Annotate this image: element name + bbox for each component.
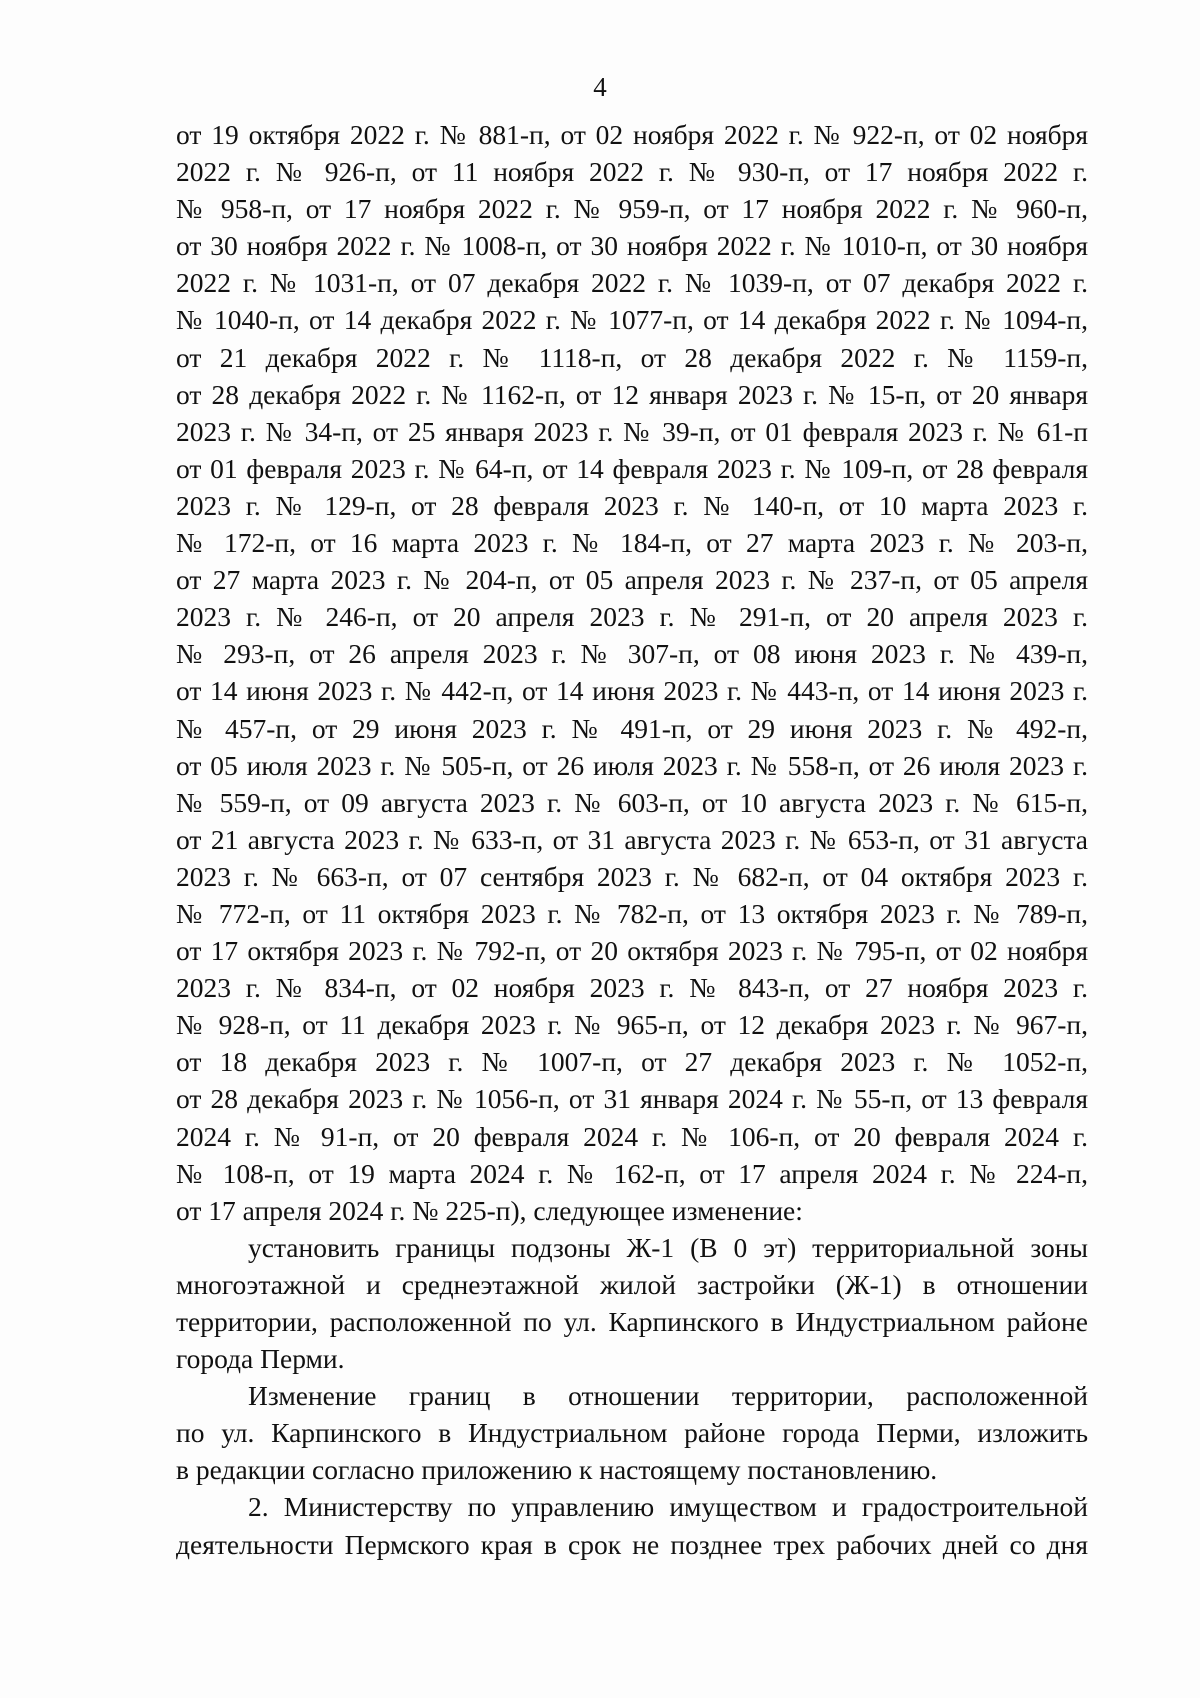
text-line: 2023 г. № 834-п, от 02 ноября 2023 г. № 843-п, от 27 ноября 2023 г. xyxy=(176,972,1088,1004)
text-line: 2023 г. № 246-п, от 20 апреля 2023 г. № 291-п, от 20 апреля 2023 г. xyxy=(176,601,1088,633)
text-line: 2024 г. № 91-п, от 20 февраля 2024 г. № 106-п, от 20 февраля 2024 г. xyxy=(176,1120,1088,1152)
text-line: многоэтажной и среднеэтажной жилой застройки (Ж-1) в отношении xyxy=(176,1268,1088,1300)
text-line: от 27 марта 2023 г. № 204-п, от 05 апреля 2023 г. № 237-п, от 05 апреля xyxy=(176,564,1088,596)
text-line: 2. Министерству по управлению имуществом и градостроительной xyxy=(248,1491,1088,1523)
text-line: территории, расположенной по ул. Карпинского в Индустриальном районе xyxy=(176,1306,1088,1337)
text-line: 2022 г. № 926-п, от 11 ноября 2022 г. № 930-п, от 17 ноября 2022 г. xyxy=(176,156,1088,188)
paragraph xyxy=(176,116,1088,1229)
text-line: № 293-п, от 26 апреля 2023 г. № 307-п, от 08 июня 2023 г. № 439-п, xyxy=(176,638,1088,670)
paragraph xyxy=(176,1229,1088,1377)
text-line: установить границы подзоны Ж-1 (В 0 эт) территориальной зоны xyxy=(248,1231,1088,1263)
text-line: № 457-п, от 29 июня 2023 г. № 491-п, от 29 июня 2023 г. № 492-п, xyxy=(176,712,1088,744)
text-line: 2022 г. № 1031-п, от 07 декабря 2022 г. № 1039-п, от 07 декабря 2022 г. xyxy=(176,267,1088,299)
text-line: от 05 июля 2023 г. № 505-п, от 26 июля 2023 г. № 558-п, от 26 июля 2023 г. xyxy=(176,749,1088,781)
document-body xyxy=(176,116,1088,1563)
text-line: в редакции согласно приложению к настоящему постановлению. xyxy=(176,1454,938,1486)
text-line: 2023 г. № 129-п, от 28 февраля 2023 г. № 140-п, от 10 марта 2023 г. xyxy=(176,489,1088,521)
text-line: № 928-п, от 11 декабря 2023 г. № 965-п, от 12 декабря 2023 г. № 967-п, xyxy=(176,1009,1088,1041)
text-line: № 958-п, от 17 ноября 2022 г. № 959-п, от 17 ноября 2022 г. № 960-п, xyxy=(176,193,1088,225)
text-line: № 772-п, от 11 октября 2023 г. № 782-п, от 13 октября 2023 г. № 789-п, xyxy=(176,897,1088,929)
text-line: № 559-п, от 09 августа 2023 г. № 603-п, от 10 августа 2023 г. № 615-п, xyxy=(176,786,1088,818)
text-line: от 17 октября 2023 г. № 792-п, от 20 октября 2023 г. № 795-п, от 02 ноября xyxy=(176,935,1088,967)
text-line: № 172-п, от 16 марта 2023 г. № 184-п, от 27 марта 2023 г. № 203-п, xyxy=(176,527,1088,559)
text-line: от 14 июня 2023 г. № 442-п, от 14 июня 2023 г. № 443-п, от 14 июня 2023 г. xyxy=(176,675,1088,707)
text-line: 2023 г. № 663-п, от 07 сентября 2023 г. № 682-п, от 04 октября 2023 г. xyxy=(176,860,1088,892)
text-line: от 21 декабря 2022 г. № 1118-п, от 28 декабря 2022 г. № 1159-п, xyxy=(176,341,1088,373)
text-line: от 28 декабря 2023 г. № 1056-п, от 31 января 2024 г. № 55-п, от 13 февраля xyxy=(176,1083,1088,1115)
text-line: № 1040-п, от 14 декабря 2022 г. № 1077-п, от 14 декабря 2022 г. № 1094-п, xyxy=(176,304,1088,336)
text-line: от 28 декабря 2022 г. № 1162-п, от 12 января 2023 г. № 15-п, от 20 января xyxy=(176,378,1088,410)
text-line: Изменение границ в отношении территории, расположенной xyxy=(248,1380,1088,1412)
text-line: 2023 г. № 34-п, от 25 января 2023 г. № 39-п, от 01 февраля 2023 г. № 61-п xyxy=(176,415,1088,447)
text-line: города Перми. xyxy=(176,1343,345,1375)
page-number: 4 xyxy=(593,72,607,102)
text-line: № 108-п, от 19 марта 2024 г. № 162-п, от 17 апреля 2024 г. № 224-п, xyxy=(176,1157,1088,1189)
text-line: от 19 октября 2022 г. № 881-п, от 02 ноября 2022 г. № 922-п, от 02 ноября xyxy=(176,119,1088,150)
paragraph xyxy=(176,1488,1088,1562)
text-line: от 17 апреля 2024 г. № 225-п), следующее изменение: xyxy=(176,1194,803,1226)
text-line: от 01 февраля 2023 г. № 64-п, от 14 февраля 2023 г. № 109-п, от 28 февраля xyxy=(176,452,1088,484)
paragraph xyxy=(176,1377,1088,1488)
text-line: от 30 ноября 2022 г. № 1008-п, от 30 ноября 2022 г. № 1010-п, от 30 ноября xyxy=(176,230,1088,262)
text-line: от 21 августа 2023 г. № 633-п, от 31 августа 2023 г. № 653-п, от 31 августа xyxy=(176,823,1088,855)
text-line: по ул. Карпинского в Индустриальном районе города Перми, изложить xyxy=(176,1417,1088,1449)
text-line: деятельности Пермского края в срок не позднее трех рабочих дней со дня xyxy=(176,1528,1088,1560)
text-line: от 18 декабря 2023 г. № 1007-п, от 27 декабря 2023 г. № 1052-п, xyxy=(176,1046,1088,1078)
